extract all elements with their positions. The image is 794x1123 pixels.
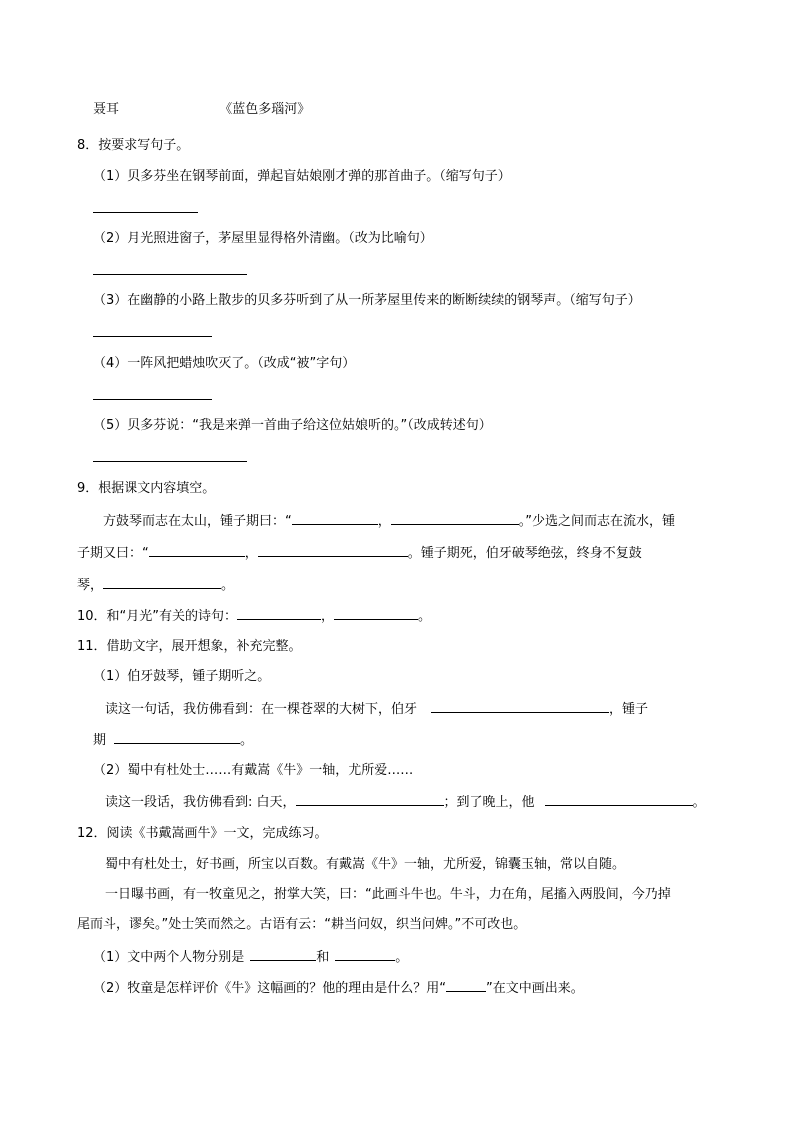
q11-text-1c: 期 [93,733,107,748]
q9-text-3b: 。 [221,578,235,593]
q9-line-3 [77,576,234,595]
q12-blank-1[interactable] [250,948,316,961]
q8-item-2: （2）月光照进窗子，茅屋里显得格外清幽。（改为比喻句） [93,231,433,246]
q12-question-1 [93,948,408,967]
q11-blank-2[interactable] [114,731,240,744]
q11-sub-1: （1）伯牙鼓琴，锺子期听之。 [93,669,271,684]
q9-line-1 [103,512,675,531]
q9-title: 9．根据课文内容填空。 [77,481,216,496]
q9-text-2a: 子期又曰：“ [77,546,149,561]
q9-blank-2[interactable] [391,512,519,525]
q8-answer-line-3[interactable] [93,336,212,337]
q12-blank-2[interactable] [335,948,395,961]
q11-blank-1[interactable] [431,700,609,713]
q12-qa-text-3: 。 [395,950,409,965]
q12-passage-2a: 一日曝书画，有一牧童见之，拊掌大笑，曰：“此画斗牛也。牛斗，力在角，尾搐入两股间，今乃掉 [105,887,671,902]
q11-text-1b: ，锺子 [609,702,649,717]
q10-text-a: 10．和“月光”有关的诗句： [77,609,238,624]
q8-title: 8．按要求写句子。 [77,138,190,153]
q11-text-2c: 。 [692,795,706,810]
q11-blank-4[interactable] [545,793,693,806]
q8-item-4: （4）一阵风把蜡烛吹灭了。（改成“被”字句） [93,356,356,371]
q8-answer-line-1[interactable] [93,212,198,213]
q11-blank-3[interactable] [296,793,444,806]
q9-text-1c: 。”少选之间而志在流水，锺 [518,514,676,529]
q11-text-2b: ；到了晚上，他 [443,795,535,810]
q12-qa-text-1: （1）文中两个人物分别是 [93,950,245,965]
q12-qb-text-2: ”在文中画出来。 [486,981,584,996]
q8-answer-line-4[interactable] [93,399,212,400]
q10-blank-2[interactable] [334,607,418,620]
q9-text-1b: ， [377,514,391,529]
q9-text-3a: 琴， [77,578,104,593]
q12-title: 12．阅读《书戴嵩画牛》一文，完成练习。 [77,826,328,841]
q11-text-2a: 读这一段话，我仿佛看到: 白天， [105,795,296,810]
q8-item-3: （3）在幽静的小路上散步的贝多芬听到了从一所茅屋里传来的断断续续的钢琴声。（缩写句子） [93,293,641,308]
q12-qa-text-2: 和 [316,950,330,965]
q8-answer-line-5[interactable] [93,461,247,462]
q9-blank-4[interactable] [258,544,408,557]
q9-text-1a: 方鼓琴而志在太山，锺子期曰：“ [103,514,292,529]
q9-blank-5[interactable] [103,576,221,589]
q9-text-2b: ， [244,546,258,561]
q11-line-3 [105,793,706,812]
q12-qb-text-1: （2）牧童是怎样评价《牛》这幅画的？他的理由是什么？用“ [93,981,447,996]
song-title: 《蓝色多瑙河》 [219,102,311,117]
q10-text-c: 。 [418,609,432,624]
q11-text-1d: 。 [240,733,254,748]
q10-line [77,607,431,626]
q9-blank-1[interactable] [292,512,378,525]
q9-blank-3[interactable] [149,544,245,557]
q9-line-2 [77,544,642,563]
q8-answer-line-2[interactable] [93,274,247,275]
q12-underline-sample [446,979,486,992]
q12-passage-2b: 尾而斗，谬矣。”处士笑而然之。古语有云：“耕当问奴，织当问婢。”不可改也。 [77,917,527,932]
top-line [93,101,310,119]
q11-text-1a: 读这一句话，我仿佛看到：在一棵苍翠的大树下，伯牙 [105,702,418,717]
q8-item-1: （1）贝多芬坐在钢琴前面，弹起盲姑娘刚才弹的那首曲子。（缩写句子） [93,169,511,184]
q10-blank-1[interactable] [237,607,321,620]
composer-name: 聂耳 [93,102,120,117]
q11-line-2 [93,731,253,750]
q11-title: 11．借助文字，展开想象，补充完整。 [77,639,302,654]
q11-sub-2: （2）蜀中有杜处士……有戴嵩《牛》一轴，尤所爱…… [93,763,414,778]
q10-text-b: ， [321,609,335,624]
q8-item-5: （5）贝多芬说：“我是来弹一首曲子给这位姑娘听的。”（改成转述句） [93,418,492,433]
q9-text-2c: 。锺子期死，伯牙破琴绝弦，终身不复鼓 [407,546,642,561]
q11-line-1 [105,700,648,719]
q12-passage-1: 蜀中有杜处士，好书画，所宝以百数。有戴嵩《牛》一轴，尤所爱，锦囊玉轴，常以自随。 [105,857,626,872]
q12-question-2 [93,979,584,998]
